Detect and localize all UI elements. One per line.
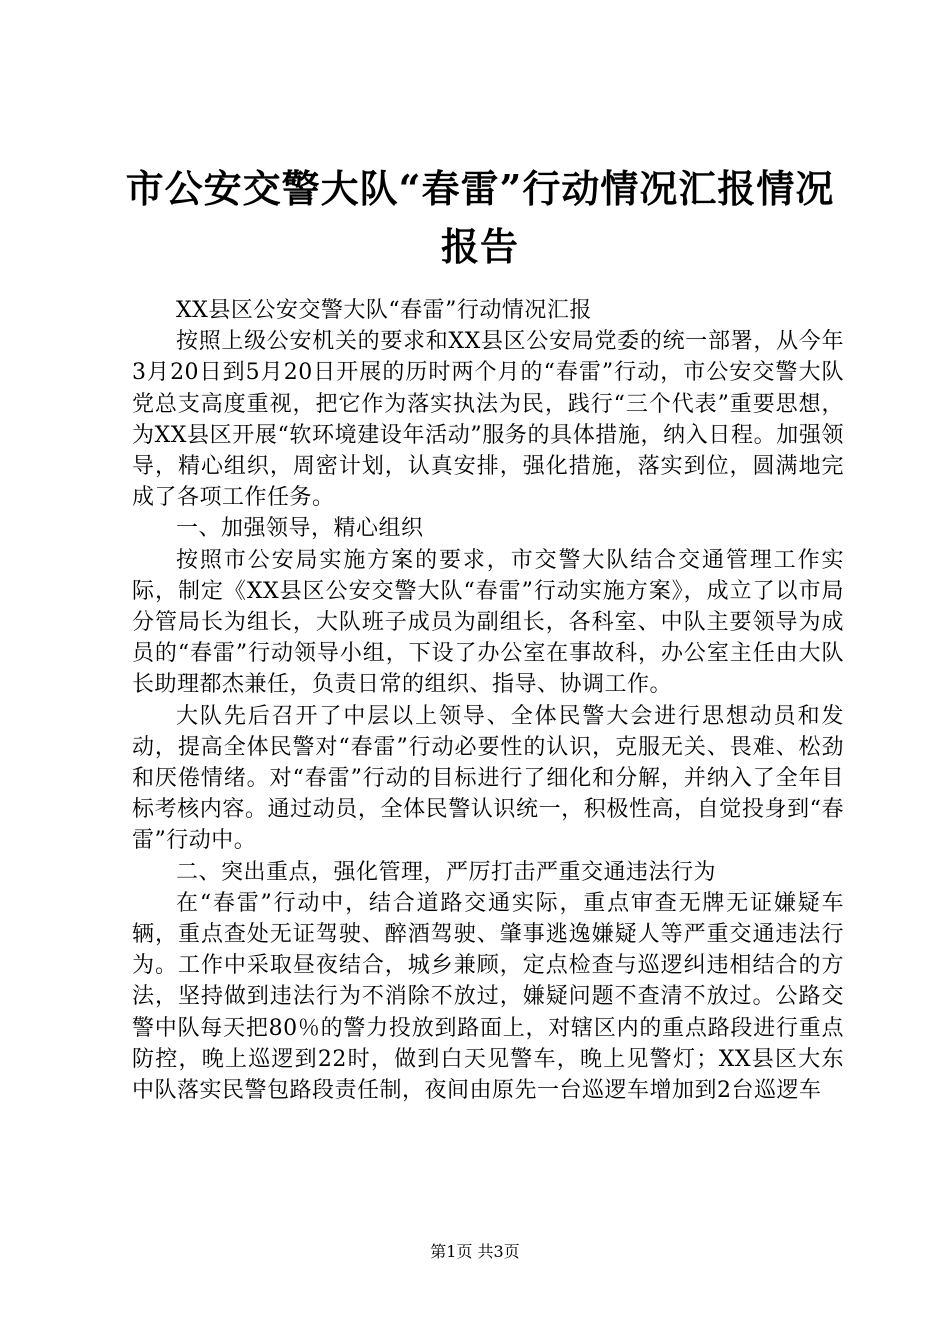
- section-heading: 一、加强领导，精心组织: [176, 516, 424, 542]
- body-paragraph: 按照上级公安机关的要求和XX县区公安局党委的统一部署，从今年3月20日到5月20日开展的历时两个月的“春雷”行动，市公安交警大队党总支高度重视，把它作为落实执法为民，践行“三个代表”重要思想，为XX县区开展“软环境建设年活动”服务的具体措施，纳入日程。加强领导，精心组织，周密计划，认真安排，强化措施，落实到位，圆满地完成了各项工作任务。: [132, 329, 844, 511]
- body-paragraph: 大队先后召开了中层以上领导、全体民警大会进行思想动员和发动，提高全体民警对“春雷”行动必要性的认识，克服无关、畏难、松劲和厌倦情绪。对“春雷”行动的目标进行了细化和分解，并纳入了全年目标考核内容。通过动员，全体民警认识统一，积极性高，自觉投身到“春雷”行动中。: [132, 703, 844, 854]
- document-body: [132, 295, 844, 1106]
- page-footer: 第1页 共3页: [430, 1242, 520, 1261]
- document-title: 市公安交警大队“春雷”行动情况汇报情况报告: [125, 166, 835, 269]
- section-heading: 二、突出重点，强化管理，严厉打击严重交通违法行为: [176, 859, 717, 885]
- body-paragraph: 按照市公安局实施方案的要求，市交警大队结合交通管理工作实际，制定《XX县区公安交警大队“春雷”行动实施方案》，成立了以市局分管局长为组长，大队班子成员为副组长，各科室、中队主要领导为成员的“春雷”行动领导小组，下设了办公室在事故科，办公室主任由大队长助理都杰兼任，负责日常的组织、指导、协调工作。: [132, 547, 844, 698]
- subtitle-paragraph: XX县区公安交警大队“春雷”行动情况汇报: [176, 298, 592, 323]
- body-paragraph: 在“春雷”行动中，结合道路交通实际，重点审查无牌无证嫌疑车辆，重点查处无证驾驶、醉酒驾驶、肇事逃逸嫌疑人等严重交通违法行为。工作中采取昼夜结合，城乡兼顾，定点检查与巡逻纠违相结合的方法，坚持做到违法行为不消除不放过，嫌疑问题不查清不放过。公路交警中队每天把80％的警力投放到路面上，对辖区内的重点路段进行重点防控，晚上巡逻到22时，做到白天见警车，晚上见警灯；XX县区大东中队落实民警包路段责任制，夜间由原先一台巡逻车增加到2台巡逻车: [132, 890, 844, 1104]
